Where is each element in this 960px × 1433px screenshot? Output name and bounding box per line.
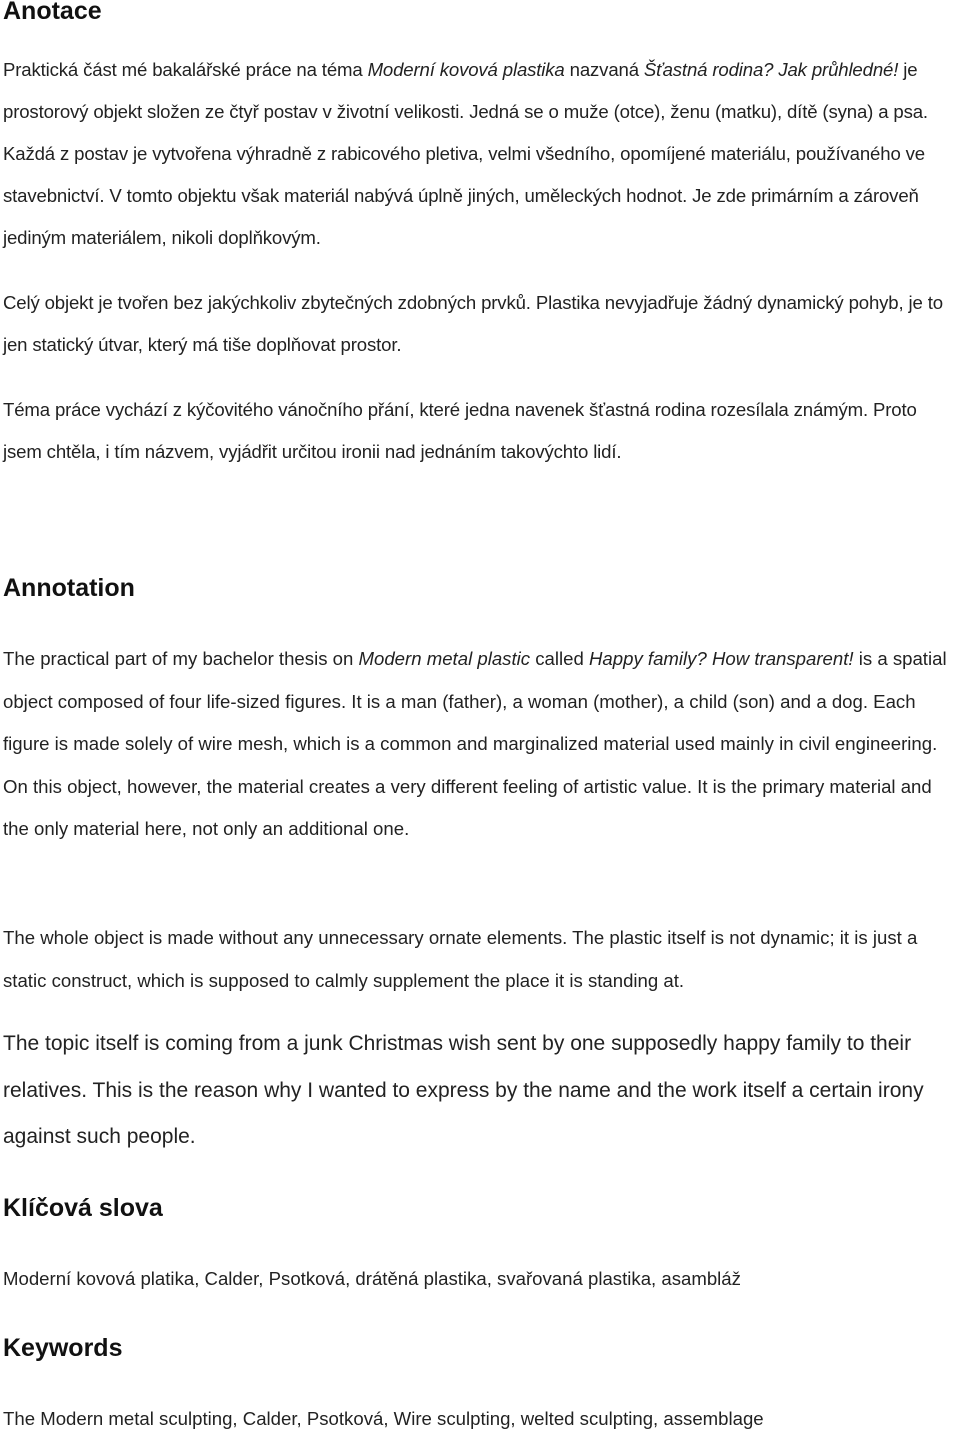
anotace-paragraph-1: Praktická část mé bakalářské práce na téma Moderní kovová plastika nazvaná Šťastná rodina? Jak průhledné! je prostorový objekt složen ze čtyř postav v životní velikosti. Jedná se o muže (otce), ženu (matku), dítě (syna) a psa. Každá z postav je vytvořena výhradně z rabicového pletiva, velmi všedního, opomíjené materiálu, používaného ve stavebnictví. V tomto objektu však materiál nabývá úplně jiných, uměleckých hodnot. Je zde primárním a zároveň jediným materiálem, nikoli doplňkovým. — [3, 59, 928, 248]
heading-annotation: Annotation — [3, 574, 135, 602]
klicova-slova-list: Moderní kovová platika, Calder, Psotková, drátěná plastika, svařovaná plastika, asambláž — [3, 1268, 741, 1289]
anotace-paragraph-2: Celý objekt je tvořen bez jakýchkoliv zbytečných zdobných prvků. Plastika nevyjadřuje žádný dynamický pohyb, je to jen statický útvar, který má tiše doplňovat prostor. — [3, 292, 943, 355]
annotation-paragraph-1: The practical part of my bachelor thesis on Modern metal plastic called Happy family? How transparent! is a spatial object composed of four life-sized figures. It is a man (father), a woman (mother), a child (son) and a dog. Each figure is made solely of wire mesh, which is a common and marginalized material used mainly in civil engineering. On this object, however, the material creates a very different feeling of artistic value. It is the primary material and the only material here, not only an additional one. — [3, 648, 947, 840]
anotace-paragraph-3: Téma práce vychází z kýčovitého vánočního přání, které jedna navenek šťastná rodina rozesílala známým. Proto jsem chtěla, i tím názvem, vyjádřit určitou ironii nad jednáním takovýchto lidí. — [3, 399, 917, 462]
keywords-list: The Modern metal sculpting, Calder, Psotková, Wire sculpting, welted sculpting, assemblage — [3, 1408, 764, 1429]
annotation-work-title: Happy family? How transparent! — [589, 648, 854, 669]
annotation-work-topic: Modern metal plastic — [358, 648, 531, 669]
heading-klicova-slova: Klíčová slova — [3, 1194, 163, 1222]
heading-anotace: Anotace — [3, 0, 102, 25]
annotation-paragraph-3: The topic itself is coming from a junk Christmas wish sent by one supposedly happy family to their relatives. This is the reason why I wanted to express by the name and the work itself a certain irony against such people. — [3, 1032, 924, 1148]
anotace-work-title: Šťastná rodina? Jak průhledné! — [643, 59, 899, 80]
annotation-paragraph-2: The whole object is made without any unnecessary ornate elements. The plastic itself is not dynamic; it is just a static construct, which is supposed to calmly supplement the place it is standing at. — [3, 927, 918, 991]
anotace-work-topic: Moderní kovová plastika — [367, 59, 565, 80]
heading-keywords: Keywords — [3, 1334, 123, 1362]
